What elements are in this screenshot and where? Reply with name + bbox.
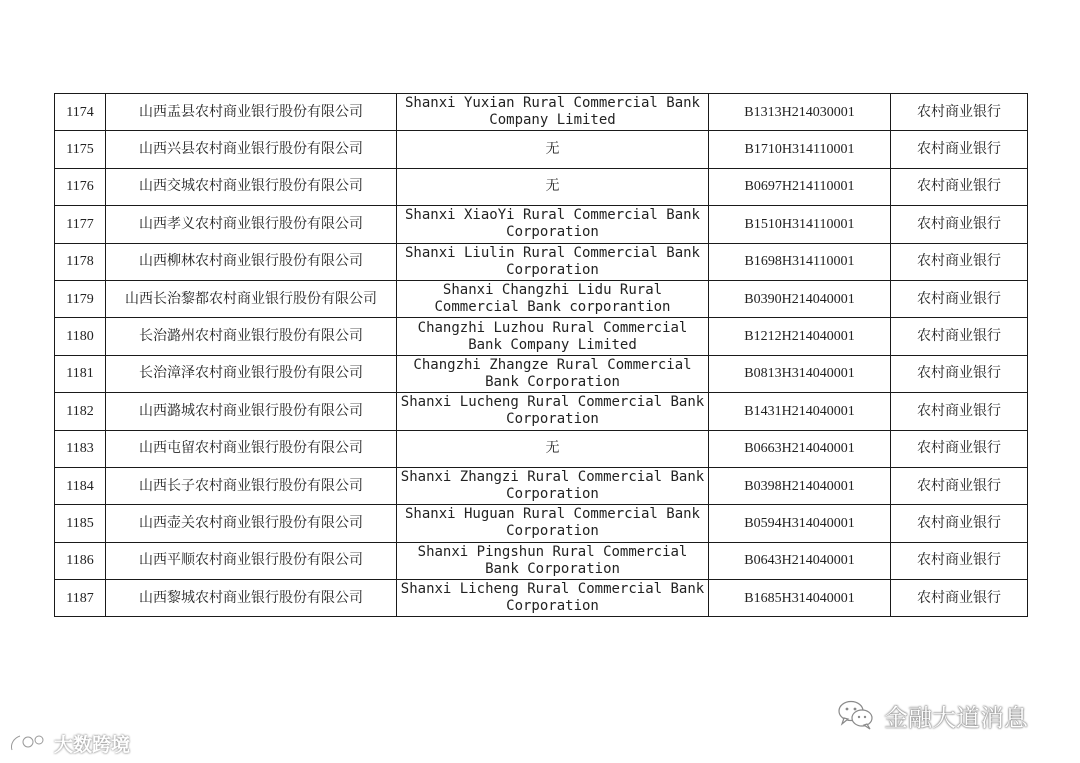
chinese-name-cell: 山西盂县农村商业银行股份有限公司 bbox=[106, 94, 397, 131]
table-body bbox=[55, 94, 1028, 617]
row-number-cell: 1184 bbox=[55, 467, 106, 504]
watermark-left bbox=[8, 730, 130, 756]
row-number-cell: 1176 bbox=[55, 168, 106, 205]
row-number-cell: 1174 bbox=[55, 94, 106, 131]
table-row bbox=[55, 467, 1028, 504]
chinese-name-cell: 山西潞城农村商业银行股份有限公司 bbox=[106, 393, 397, 430]
institution-code-cell: B1698H314110001 bbox=[709, 243, 891, 280]
row-number-cell: 1187 bbox=[55, 580, 106, 617]
institution-type-cell: 农村商业银行 bbox=[891, 206, 1028, 243]
table-row bbox=[55, 393, 1028, 430]
watermark-right bbox=[836, 698, 1028, 732]
institution-code-cell: B0663H214040001 bbox=[709, 430, 891, 467]
institution-code-cell: B1510H314110001 bbox=[709, 206, 891, 243]
english-name-cell: Shanxi XiaoYi Rural Commercial Bank Corporation bbox=[397, 206, 709, 243]
chinese-name-cell: 山西长子农村商业银行股份有限公司 bbox=[106, 467, 397, 504]
table-row bbox=[55, 505, 1028, 542]
row-number-cell: 1185 bbox=[55, 505, 106, 542]
chinese-name-cell: 山西壶关农村商业银行股份有限公司 bbox=[106, 505, 397, 542]
english-name-cell: Shanxi Lucheng Rural Commercial Bank Corporation bbox=[397, 393, 709, 430]
institution-type-cell: 农村商业银行 bbox=[891, 393, 1028, 430]
row-number-cell: 1179 bbox=[55, 280, 106, 317]
english-name-cell: Shanxi Huguan Rural Commercial Bank Corporation bbox=[397, 505, 709, 542]
row-number-cell: 1183 bbox=[55, 430, 106, 467]
institution-code-cell: B0643H214040001 bbox=[709, 542, 891, 579]
table-row bbox=[55, 131, 1028, 168]
institution-code-cell: B1212H214040001 bbox=[709, 318, 891, 355]
chinese-name-cell: 山西平顺农村商业银行股份有限公司 bbox=[106, 542, 397, 579]
english-name-cell: 无 bbox=[397, 168, 709, 205]
row-number-cell: 1186 bbox=[55, 542, 106, 579]
institution-code-cell: B0697H214110001 bbox=[709, 168, 891, 205]
institution-type-cell: 农村商业银行 bbox=[891, 318, 1028, 355]
english-name-cell: Shanxi Changzhi Lidu Rural Commercial Bank corporantion bbox=[397, 280, 709, 317]
institution-type-cell: 农村商业银行 bbox=[891, 505, 1028, 542]
institution-type-cell: 农村商业银行 bbox=[891, 467, 1028, 504]
table-row bbox=[55, 542, 1028, 579]
english-name-cell: Changzhi Zhangze Rural Commercial Bank Corporation bbox=[397, 355, 709, 392]
english-name-cell: Shanxi Yuxian Rural Commercial Bank Company Limited bbox=[397, 94, 709, 131]
table-row bbox=[55, 318, 1028, 355]
weibo-logo-icon bbox=[8, 730, 50, 756]
row-number-cell: 1175 bbox=[55, 131, 106, 168]
table-row bbox=[55, 355, 1028, 392]
table-row bbox=[55, 94, 1028, 131]
chinese-name-cell: 山西黎城农村商业银行股份有限公司 bbox=[106, 580, 397, 617]
institution-type-cell: 农村商业银行 bbox=[891, 168, 1028, 205]
chinese-name-cell: 长治潞州农村商业银行股份有限公司 bbox=[106, 318, 397, 355]
english-name-cell: Shanxi Licheng Rural Commercial Bank Corporation bbox=[397, 580, 709, 617]
chinese-name-cell: 山西柳林农村商业银行股份有限公司 bbox=[106, 243, 397, 280]
table-row bbox=[55, 206, 1028, 243]
institution-code-cell: B0594H314040001 bbox=[709, 505, 891, 542]
institution-code-cell: B1313H214030001 bbox=[709, 94, 891, 131]
institution-code-cell: B0390H214040001 bbox=[709, 280, 891, 317]
table-row bbox=[55, 243, 1028, 280]
english-name-cell: Shanxi Liulin Rural Commercial Bank Corporation bbox=[397, 243, 709, 280]
institution-type-cell: 农村商业银行 bbox=[891, 94, 1028, 131]
chinese-name-cell: 山西孝义农村商业银行股份有限公司 bbox=[106, 206, 397, 243]
table-row bbox=[55, 168, 1028, 205]
row-number-cell: 1180 bbox=[55, 318, 106, 355]
table-row bbox=[55, 280, 1028, 317]
institution-code-cell: B0398H214040001 bbox=[709, 467, 891, 504]
english-name-cell: Shanxi Zhangzi Rural Commercial Bank Corporation bbox=[397, 467, 709, 504]
institution-type-cell: 农村商业银行 bbox=[891, 131, 1028, 168]
row-number-cell: 1177 bbox=[55, 206, 106, 243]
row-number-cell: 1178 bbox=[55, 243, 106, 280]
chinese-name-cell: 山西屯留农村商业银行股份有限公司 bbox=[106, 430, 397, 467]
institution-type-cell: 农村商业银行 bbox=[891, 355, 1028, 392]
watermark-right-text: 金融大道消息 bbox=[884, 703, 1028, 732]
table-row bbox=[55, 430, 1028, 467]
english-name-cell: 无 bbox=[397, 131, 709, 168]
institution-code-cell: B1431H214040001 bbox=[709, 393, 891, 430]
english-name-cell: Shanxi Pingshun Rural Commercial Bank Corporation bbox=[397, 542, 709, 579]
institution-type-cell: 农村商业银行 bbox=[891, 243, 1028, 280]
english-name-cell: Changzhi Luzhou Rural Commercial Bank Company Limited bbox=[397, 318, 709, 355]
table-row bbox=[55, 580, 1028, 617]
institution-type-cell: 农村商业银行 bbox=[891, 542, 1028, 579]
bank-list-table bbox=[54, 93, 1028, 617]
chinese-name-cell: 山西长治黎都农村商业银行股份有限公司 bbox=[106, 280, 397, 317]
english-name-cell: 无 bbox=[397, 430, 709, 467]
chinese-name-cell: 长治漳泽农村商业银行股份有限公司 bbox=[106, 355, 397, 392]
institution-code-cell: B0813H314040001 bbox=[709, 355, 891, 392]
institution-type-cell: 农村商业银行 bbox=[891, 580, 1028, 617]
institution-code-cell: B1685H314040001 bbox=[709, 580, 891, 617]
institution-code-cell: B1710H314110001 bbox=[709, 131, 891, 168]
institution-type-cell: 农村商业银行 bbox=[891, 280, 1028, 317]
row-number-cell: 1182 bbox=[55, 393, 106, 430]
institution-type-cell: 农村商业银行 bbox=[891, 430, 1028, 467]
chinese-name-cell: 山西兴县农村商业银行股份有限公司 bbox=[106, 131, 397, 168]
watermark-left-text: 大数跨境 bbox=[54, 733, 131, 756]
chinese-name-cell: 山西交城农村商业银行股份有限公司 bbox=[106, 168, 397, 205]
wechat-logo-icon bbox=[836, 699, 876, 731]
row-number-cell: 1181 bbox=[55, 355, 106, 392]
